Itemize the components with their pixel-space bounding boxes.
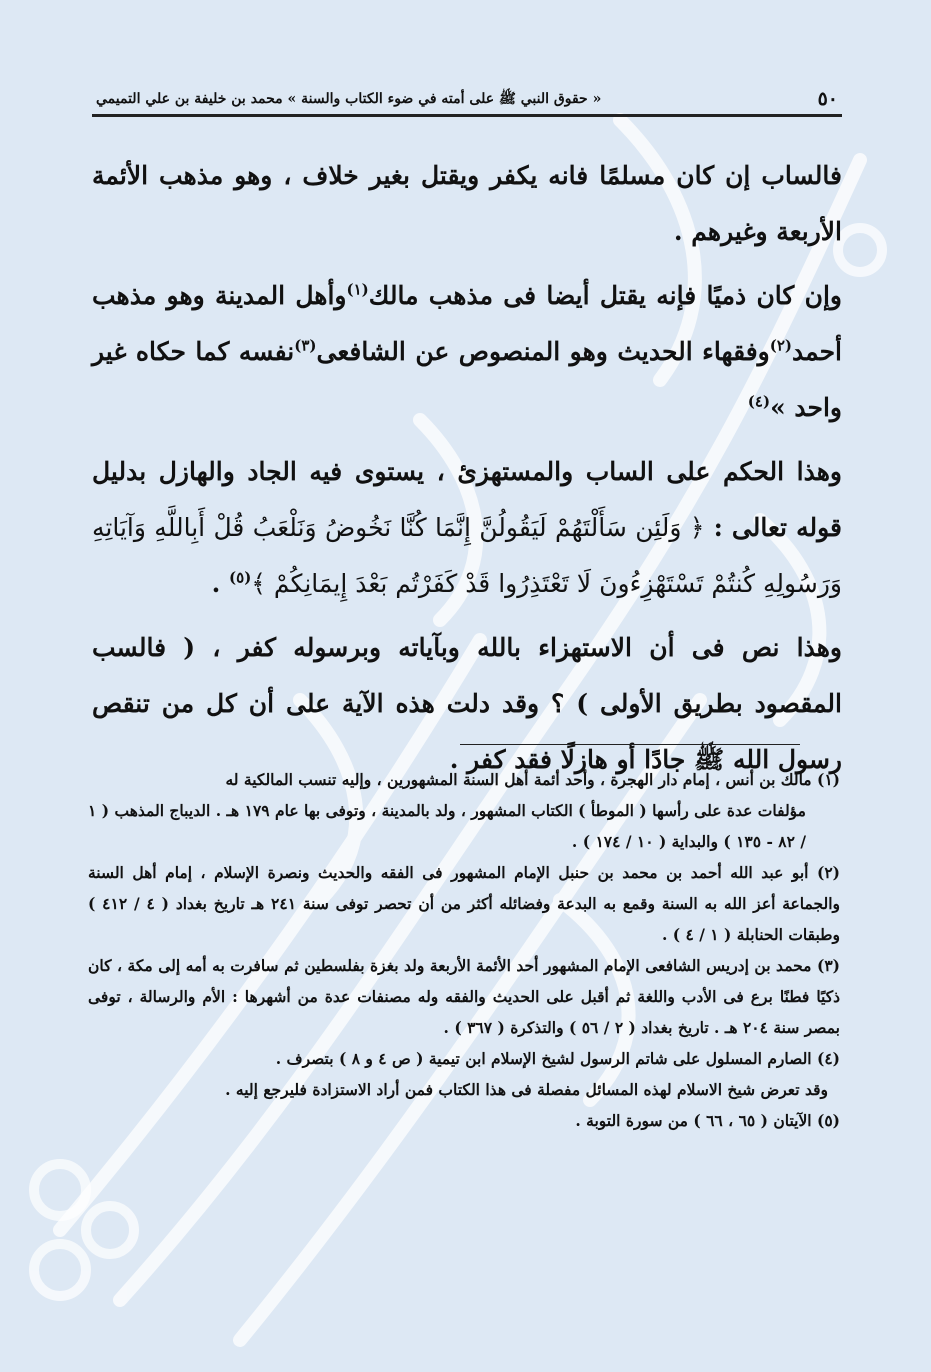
paragraph-2-part-2: وأهل المدينة وهو مذهب أحمد — [92, 281, 843, 366]
footnote-ref-2[interactable]: (٢) — [769, 336, 793, 355]
footnote-ref-5[interactable]: (٥) — [229, 568, 252, 587]
paragraph-2 — [92, 268, 842, 436]
footnote-ref-3[interactable]: (٣) — [294, 336, 317, 355]
page-header — [92, 76, 842, 117]
paragraph-2-part-1: وإن كان ذميًا فإنه يقتل أيضا فى مذهب مالك — [368, 281, 842, 310]
paragraph-1: فالساب إن كان مسلمًا فانه يكفر ويقتل بغير خلاف ، وهو مذهب الأئمة الأربعة وغيرهم . — [92, 161, 842, 246]
paragraph-2-part-4: نفسه كما حكاه غير واحد » — [92, 337, 842, 422]
footnote-2: (٢) أبو عبد الله أحمد بن محمد بن حنبل الإمام المشهور فى الفقه والحديث ونصرة الإسلام ، إمام أهل السنة والجماعة أعز الله به السنة وقمع به البدعة وفضائله أكثر من أن تحصر توفى سنة ٢٤١ هـ تاريخ بغداد ( ٤ / ٤١٢ ) وطبقات الحنابلة ( ١ / ٤ ) . — [88, 863, 840, 944]
page-number: ٥٠ — [817, 88, 838, 110]
paragraph-2-part-3: وفقهاء الحديث وهو المنصوص عن الشافعى — [316, 337, 770, 366]
paragraph-3-end: . — [211, 569, 230, 598]
footnote-5: (٥) الآيتان ( ٦٥ ، ٦٦ ) من سورة التوبة . — [575, 1111, 840, 1130]
paragraph-4: وهذا نص فى أن الاستهزاء بالله وبآياته وبرسوله كفر ، ( فالسب المقصود بطريق الأولى ) ؟ وقد دلت هذه الآية على أن كل من تنقص رسول الله ﷺ جادًا أو هازلًا فقد كفر . — [92, 633, 842, 774]
main-text — [92, 148, 842, 796]
footnotes — [88, 764, 840, 1136]
running-title: « حقوق النبي ﷺ على أمته في ضوء الكتاب والسنة » محمد بن خليفة بن علي التميمي — [96, 91, 602, 107]
footnote-ref-4[interactable]: (٤) — [747, 392, 771, 411]
footnote-1: (١) مالك بن أنس ، إمام دار الهجرة ، وأحد أئمة أهل السنة المشهورين ، وإليه تنسب المالكية له — [225, 770, 840, 789]
quran-verse: ﴿ وَلَئِن سَأَلْتَهُمْ لَيَقُولُنَّ إِنَّمَا كُنَّا نَخُوضُ وَنَلْعَبُ قُلْ أَبِاللَّهِ وَآيَاتِهِ وَرَسُولِهِ كُنتُمْ تَسْتَهْزِءُونَ لَا تَعْتَذِرُوا قَدْ كَفَرْتُم بَعْدَ إِيمَانِكُمْ ﴾ — [92, 513, 842, 598]
footnote-1-continued: مؤلفات عدة على رأسها ( الموطأ ) الكتاب المشهور ، ولد بالمدينة ، وتوفى بها عام ١٧٩ هـ . الديباج المذهب ( ١ / ٨٢ - ١٣٥ ) والبداية ( ١٠ / ١٧٤ ) . — [88, 801, 806, 851]
footnote-4-extra: وقد تعرض شيخ الاسلام لهذه المسائل مفصلة فى هذا الكتاب فمن أراد الاستزادة فليرجع إليه . — [225, 1080, 828, 1099]
footnote-4: (٤) الصارم المسلول على شاتم الرسول لشيخ الإسلام ابن تيمية ( ص ٤ و ٨ ) بتصرف . — [275, 1049, 840, 1068]
footnote-separator — [460, 744, 800, 745]
footnote-ref-1[interactable]: (١) — [346, 280, 369, 299]
paragraph-3 — [92, 444, 842, 612]
paragraph-3-intro: وهذا الحكم على الساب والمستهزئ ، يستوى فيه الجاد والهازل بدليل قوله تعالى : — [92, 457, 842, 542]
footnote-3: (٣) محمد بن إدريس الشافعى الإمام المشهور أحد الأئمة الأربعة ولد بغزة بفلسطين ثم سافرت به أمه إلى مكة ، كان ذكيًا فطنًا برع فى الأدب واللغة ثم أقبل على الحديث والفقه وله مصنفات عدة من أشهرها : الأم والرسالة ، توفى بمصر سنة ٢٠٤ هـ . تاريخ بغداد ( ٢ / ٥٦ ) والتذكرة ( ٣٦٧ ) . — [88, 956, 840, 1037]
